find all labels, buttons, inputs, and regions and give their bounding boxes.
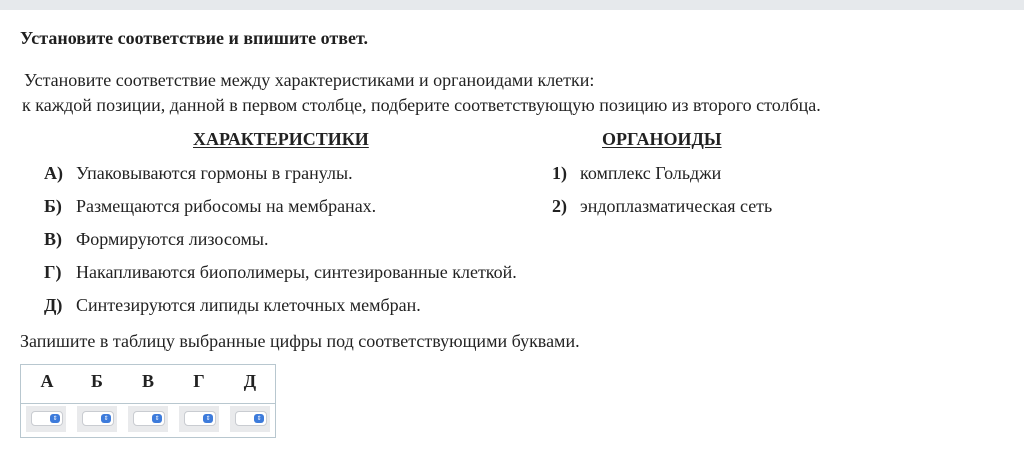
chevron-updown-icon: ⇕ bbox=[101, 414, 111, 423]
answer-header-d: Д bbox=[243, 371, 257, 391]
characteristic-item bbox=[44, 229, 269, 250]
item-letter: В) bbox=[44, 229, 62, 249]
answer-header-b: Б bbox=[91, 371, 103, 391]
instruction-line-1: Установите соответствие между характеристиками и органоидами клетки: bbox=[24, 70, 595, 90]
item-text: Синтезируются липиды клеточных мембран. bbox=[76, 295, 421, 315]
answer-table bbox=[20, 364, 276, 438]
organoid-item bbox=[552, 196, 772, 217]
answer-select-d[interactable] bbox=[235, 411, 267, 426]
table-divider bbox=[21, 403, 275, 404]
organoids-header: ОРГАНОИДЫ bbox=[602, 129, 722, 149]
item-letter: Д) bbox=[44, 295, 63, 315]
item-letter: Г) bbox=[44, 262, 62, 282]
item-text: эндоплазматическая сеть bbox=[580, 196, 773, 216]
task-title: Установите соответствие и впишите ответ. bbox=[20, 28, 368, 48]
characteristic-item bbox=[44, 295, 421, 316]
item-letter: А) bbox=[44, 163, 63, 183]
item-text: Размещаются рибосомы на мембранах. bbox=[76, 196, 377, 216]
organoid-item bbox=[552, 163, 721, 184]
chevron-updown-icon: ⇕ bbox=[203, 414, 213, 423]
instruction-line-2: к каждой позиции, данной в первом столбце, подберите соответствующую позицию из второго столбца. bbox=[22, 95, 821, 115]
characteristic-item bbox=[44, 196, 376, 217]
item-letter: Б) bbox=[44, 196, 62, 216]
chevron-updown-icon: ⇕ bbox=[50, 414, 60, 423]
characteristic-item bbox=[44, 163, 353, 184]
chevron-updown-icon: ⇕ bbox=[254, 414, 264, 423]
answer-select-b[interactable] bbox=[82, 411, 114, 426]
answer-select-a[interactable] bbox=[31, 411, 63, 426]
answer-select-v[interactable] bbox=[133, 411, 165, 426]
answer-cell-b bbox=[77, 406, 117, 432]
answer-header-v: В bbox=[141, 371, 154, 391]
characteristics-header: ХАРАКТЕРИСТИКИ bbox=[193, 129, 369, 149]
item-text: Формируются лизосомы. bbox=[76, 229, 269, 249]
top-bar bbox=[0, 0, 1024, 10]
chevron-updown-icon: ⇕ bbox=[152, 414, 162, 423]
answer-cell-d bbox=[230, 406, 270, 432]
answer-note: Запишите в таблицу выбранные цифры под соответствующими буквами. bbox=[20, 331, 580, 351]
item-text: Накапливаются биополимеры, синтезированные клеткой. bbox=[76, 262, 517, 282]
characteristic-item bbox=[44, 262, 517, 283]
answer-select-g[interactable] bbox=[184, 411, 216, 426]
answer-header-g: Г bbox=[193, 371, 205, 391]
item-text: комплекс Гольджи bbox=[580, 163, 722, 183]
answer-cell-a bbox=[26, 406, 66, 432]
item-number: 2) bbox=[552, 196, 567, 216]
answer-header-a: А bbox=[40, 371, 54, 391]
answer-cell-v bbox=[128, 406, 168, 432]
item-number: 1) bbox=[552, 163, 567, 183]
item-text: Упаковываются гормоны в гранулы. bbox=[76, 163, 353, 183]
answer-cell-g bbox=[179, 406, 219, 432]
